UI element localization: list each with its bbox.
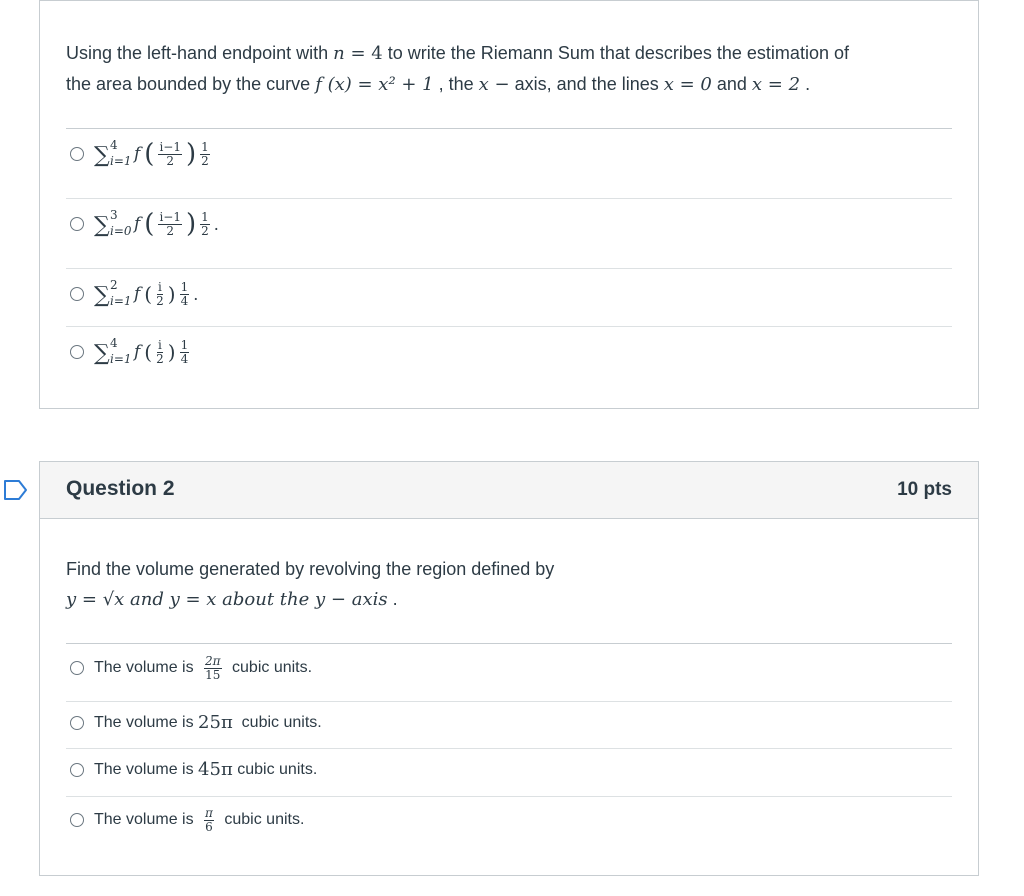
question-2-prompt: [66, 554, 952, 615]
bookmark-flag-icon[interactable]: [3, 479, 29, 501]
answer-option-4[interactable]: The volume is $\frac{\pi}{6}$ cubic units.: [70, 804, 952, 836]
sigma-symbol: ∑ 4 i=1: [94, 336, 132, 366]
answer-option-3[interactable]: The volume is 45π cubic units.: [70, 759, 952, 780]
radio-button-icon[interactable]: [70, 217, 84, 231]
question-header: [40, 462, 978, 519]
separator: [66, 643, 952, 644]
sigma-symbol: ∑ 3 i=0: [94, 208, 132, 238]
sigma-symbol: ∑ 4 i=1: [94, 138, 132, 168]
riemann-sum-expression: ∑ 3 i=0 f ( $\frac{i-1}{2}$ ) $\frac{1}{2}$ .: [94, 208, 219, 239]
radio-button-icon[interactable]: [70, 661, 84, 675]
radio-button-icon[interactable]: [70, 813, 84, 827]
separator: [66, 701, 952, 702]
question-title: Question 2: [66, 477, 175, 500]
answer-option-1[interactable]: [70, 139, 952, 169]
question-1-card: [39, 0, 979, 409]
separator: [66, 326, 952, 327]
sigma-symbol: ∑ 2 i=1: [94, 278, 132, 308]
fraction: $\frac{2\pi}{15}$: [205, 653, 221, 682]
separator: [66, 128, 952, 129]
separator: [66, 198, 952, 199]
separator: [66, 748, 952, 749]
radio-button-icon[interactable]: [70, 345, 84, 359]
separator: [66, 268, 952, 269]
prompt-line-2: the area bounded by the curve f (x) = x² + 1 , the x − axis, and the lines x = 0 and x = 2 .: [66, 74, 811, 95]
prompt-line-1: Find the volume generated by revolving the region defined by: [66, 559, 555, 579]
radio-button-icon[interactable]: [70, 287, 84, 301]
question-1-prompt: [66, 38, 952, 100]
question-2-card: [39, 461, 979, 876]
answer-option-3[interactable]: [70, 279, 952, 309]
prompt-line-2: y = √x and y = x about the y − axis .: [66, 589, 398, 610]
answer-option-4[interactable]: [70, 337, 952, 367]
fraction: $\frac{\pi}{6}$: [205, 805, 213, 834]
riemann-sum-expression: ∑ 4 i=1 f ( $\frac{i-1}{2}$ ) $\frac{1}{2}$: [94, 138, 209, 169]
riemann-sum-expression: ∑ 4 i=1 f ( $\frac{i}{2}$ ) $\frac{1}{4}$: [94, 336, 189, 366]
separator: [66, 796, 952, 797]
radio-button-icon[interactable]: [70, 763, 84, 777]
answer-option-2[interactable]: [70, 209, 952, 239]
radio-button-icon[interactable]: [70, 147, 84, 161]
answer-option-2[interactable]: The volume is 25π cubic units.: [70, 712, 952, 733]
question-points: 10 pts: [897, 479, 952, 500]
riemann-sum-expression: ∑ 2 i=1 f ( $\frac{i}{2}$ ) $\frac{1}{4}$ .: [94, 278, 199, 308]
answer-option-1[interactable]: The volume is $\frac{2\pi}{15}$ cubic units.: [70, 652, 952, 684]
radio-button-icon[interactable]: [70, 716, 84, 730]
prompt-line-1: Using the left-hand endpoint with n = 4 to write the Riemann Sum that describes the estimation of: [66, 43, 849, 64]
